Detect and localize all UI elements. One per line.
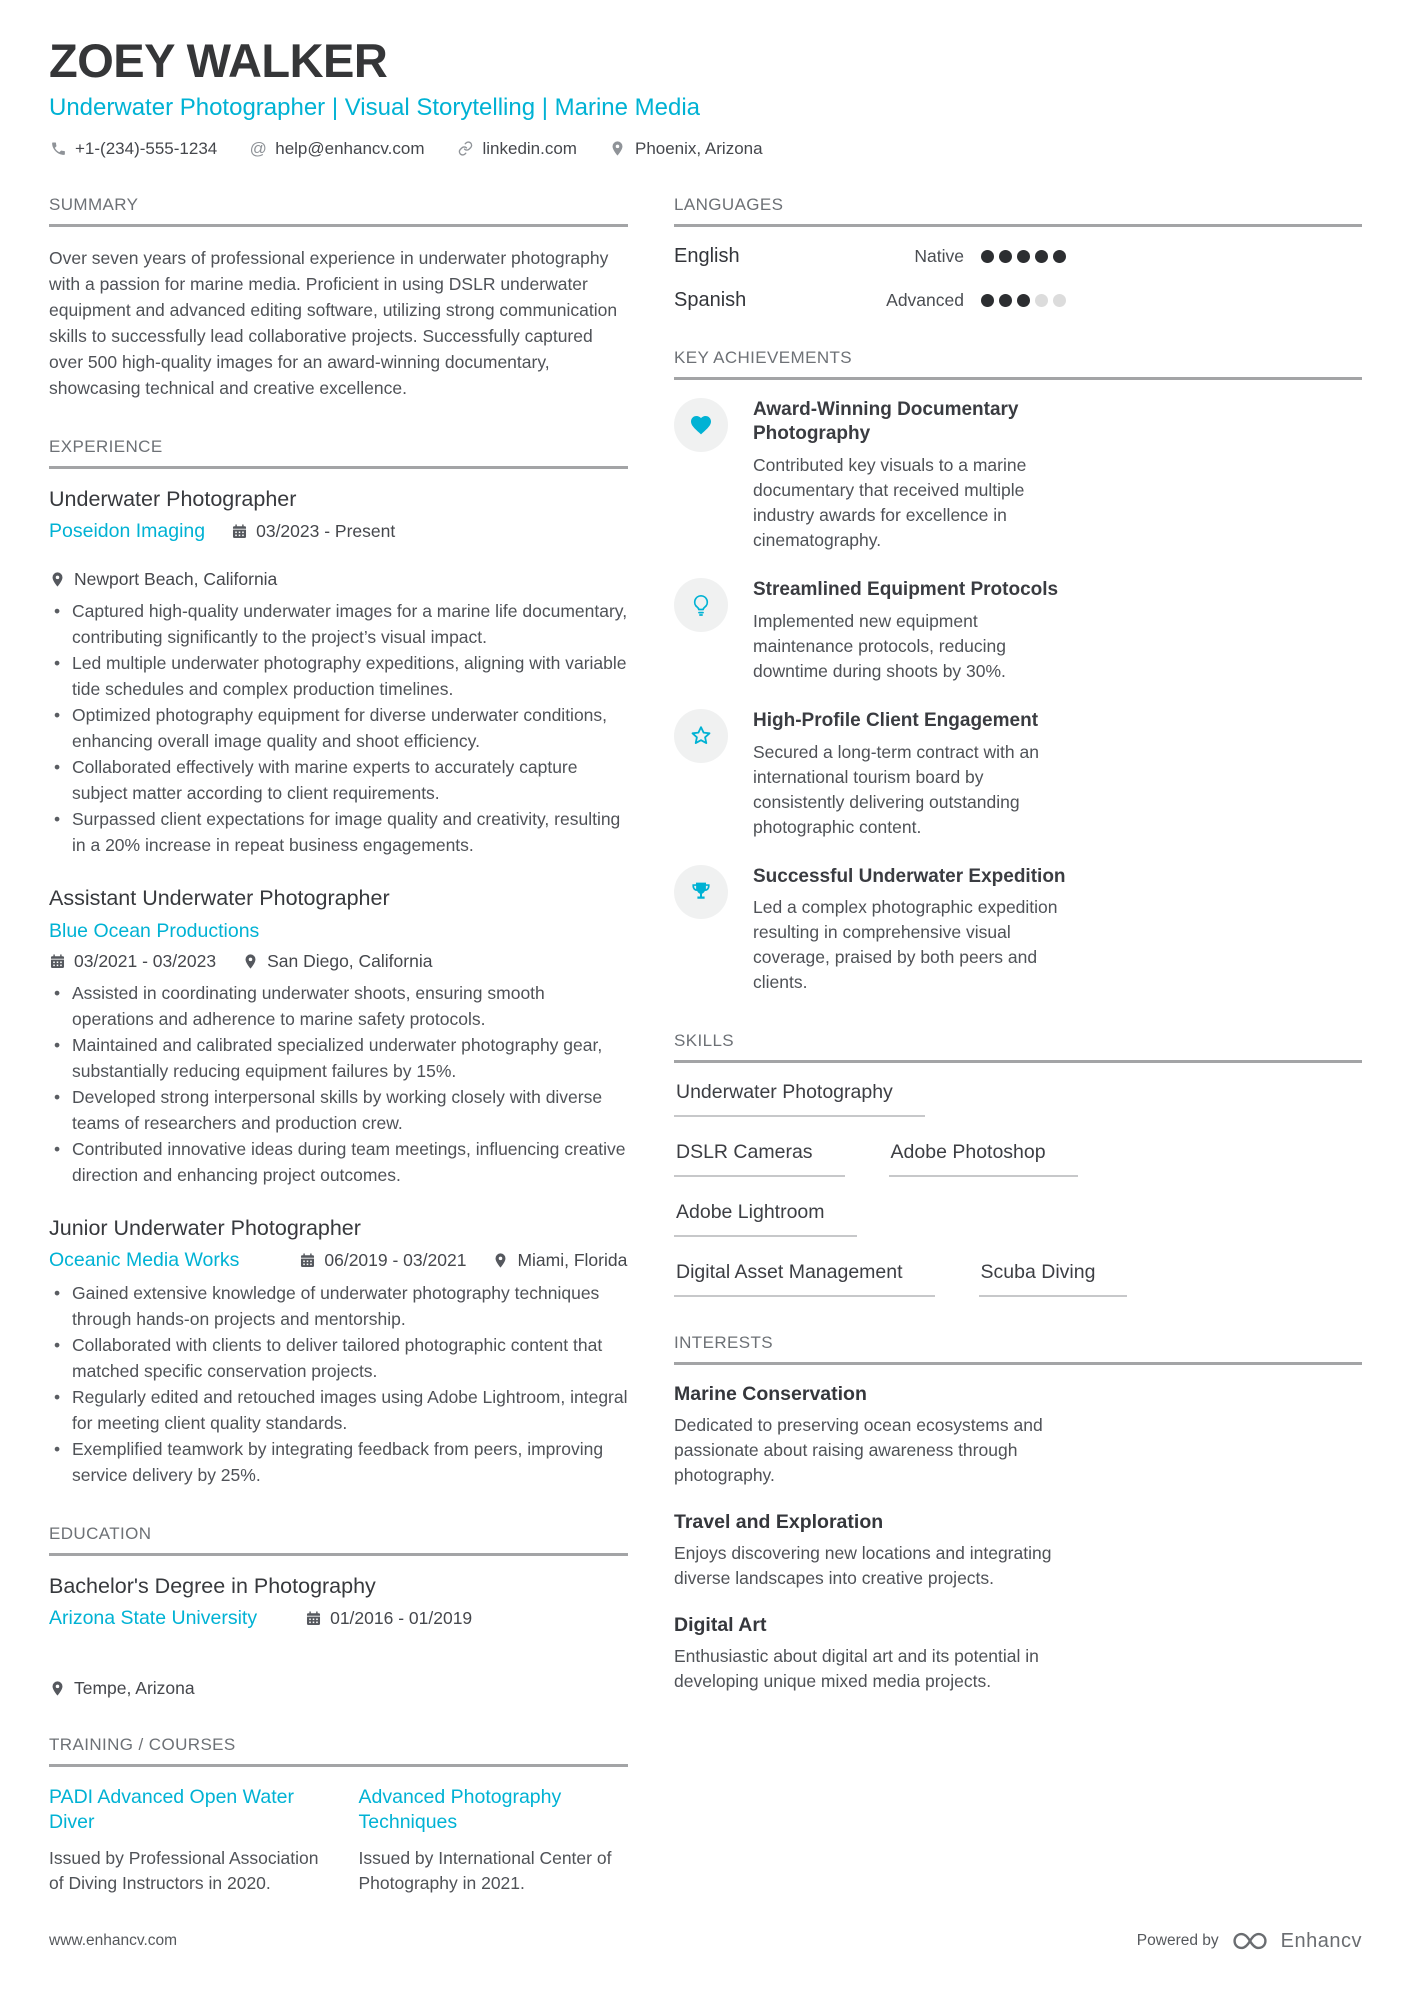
link-icon: [456, 140, 474, 158]
interest-item: [674, 1511, 1074, 1591]
left-column: [49, 195, 628, 1932]
experience-section: [49, 437, 628, 1488]
training-section: [49, 1735, 628, 1896]
bullet-item: • Gained extensive knowledge of underwater photography techniques through hands-on projects and mentorship.: [49, 1280, 628, 1332]
education-section: [49, 1524, 628, 1699]
company-name: Oceanic Media Works: [49, 1248, 240, 1271]
course-entry: [359, 1785, 629, 1896]
bullet-item: • Optimized photography equipment for diverse underwater conditions, enhancing overall image quality and shoot efficiency.: [49, 702, 628, 754]
job-bullets: [49, 980, 628, 1188]
languages-section: [674, 195, 1362, 312]
language-row: [674, 289, 1066, 312]
job-dates: 03/2021 - 03/2023: [49, 951, 216, 972]
school-name: Arizona State University: [49, 1606, 258, 1629]
job-bullets: [49, 1280, 628, 1488]
bullet-item: • Assisted in coordinating underwater shoots, ensuring smooth operations and adherence to marine safety protocols.: [49, 980, 628, 1032]
trophy-icon: [674, 865, 728, 919]
job-title: Underwater Photographer: [49, 486, 297, 511]
language-name: English: [674, 244, 740, 267]
bullet-item: • Collaborated effectively with marine experts to accurately capture subject matter according to client requirements.: [49, 754, 628, 806]
job-location: Newport Beach, California: [49, 569, 277, 590]
degree-title: Bachelor's Degree in Photography: [49, 1573, 376, 1598]
calendar-icon: [49, 953, 66, 970]
at-icon: @: [249, 139, 267, 159]
interest-title: Travel and Exploration: [674, 1511, 884, 1534]
language-dots: [976, 250, 1066, 263]
achievement-title: Streamlined Equipment Protocols: [753, 578, 1059, 600]
site-link[interactable]: www.enhancv.com: [49, 1932, 178, 1949]
phone-icon: [49, 140, 67, 158]
job-title: Junior Underwater Photographer: [49, 1215, 361, 1240]
heart-icon: [674, 398, 728, 452]
skill-tag: DSLR Cameras: [674, 1141, 845, 1177]
language-dots: [976, 294, 1066, 307]
achievement-title: Award-Winning Documentary Photography: [753, 398, 1019, 444]
right-column: [674, 195, 1362, 1932]
summary-text: Over seven years of professional experience in underwater photography with a passion for marine media. Proficient in using DSLR underwater equipment and advanced editing software, utilizing strong communication skills to successfully lead collaborative projects. Successfully captured over 500 high-quality images for an award-winning documentary, showcasing technical and creative excellence.: [49, 247, 618, 398]
achievement-text: Implemented new equipment maintenance protocols, reducing downtime during shoots by 30%.: [753, 610, 1006, 681]
pin-icon: [492, 1252, 509, 1269]
achievements-section: [674, 348, 1362, 996]
powered-by-label: Powered by: [1136, 1932, 1219, 1949]
job-entry: [49, 1216, 628, 1488]
job-entry: [49, 886, 628, 1188]
location-text: Phoenix, Arizona: [634, 138, 763, 158]
achievement-item: [674, 709, 1362, 840]
bullet-item: • Led multiple underwater photography expeditions, aligning with variable tide schedules and complex production timelines.: [49, 650, 628, 702]
training-heading: TRAINING / COURSES: [49, 1735, 628, 1767]
job-location: San Diego, California: [242, 951, 432, 972]
interest-title: Marine Conservation: [674, 1383, 867, 1406]
bullet-item: • Exemplified teamwork by integrating feedback from peers, improving service delivery by 25%.: [49, 1436, 628, 1488]
job-title: Assistant Underwater Photographer: [49, 885, 390, 910]
phone-number: +1-(234)-555-1234: [75, 138, 218, 158]
bullet-item: • Developed strong interpersonal skills by working closely with diverse teams of researchers and production crew.: [49, 1084, 628, 1136]
bullet-item: • Surpassed client expectations for image quality and creativity, resulting in a 20% increase in repeat business engagements.: [49, 806, 628, 858]
location-contact: [609, 139, 763, 159]
language-name: Spanish: [674, 288, 747, 311]
achievement-title: High-Profile Client Engagement: [753, 709, 1039, 731]
course-name: Advanced Photography Techniques: [358, 1785, 562, 1834]
skill-tag: Adobe Lightroom: [674, 1201, 857, 1237]
calendar-icon: [231, 523, 248, 540]
bullet-item: • Maintained and calibrated specialized underwater photography gear, substantially reducing equipment failures by 15%.: [49, 1032, 628, 1084]
pin-icon: [49, 571, 66, 588]
language-row: [674, 245, 1066, 268]
linkedin-contact[interactable]: [456, 139, 577, 159]
skills-heading: SKILLS: [674, 1031, 1362, 1063]
headline: Underwater Photographer | Visual Storytelling | Marine Media: [49, 93, 701, 121]
company-name: Blue Ocean Productions: [49, 919, 260, 942]
achievement-text: Led a complex photographic expedition resulting in comprehensive visual coverage, praised by both peers and clients.: [753, 897, 1058, 993]
course-issuer: Issued by International Center of Photography in 2021.: [358, 1848, 612, 1894]
linkedin-url: linkedin.com: [482, 138, 577, 158]
job-dates: 06/2019 - 03/2021: [299, 1250, 466, 1271]
skill-tag: Digital Asset Management: [674, 1261, 935, 1297]
skill-tag: Adobe Photoshop: [889, 1141, 1078, 1177]
contact-row: [49, 139, 1362, 159]
lightbulb-icon: [674, 578, 728, 632]
pin-icon: [609, 140, 627, 158]
email-address: help@enhancv.com: [275, 138, 425, 158]
achievement-item: [674, 578, 1362, 684]
interest-text: Enjoys discovering new locations and integrating diverse landscapes into creative projects.: [674, 1543, 1052, 1589]
bullet-item: • Regularly edited and retouched images using Adobe Lightroom, integral for meeting client quality standards.: [49, 1384, 628, 1436]
summary-heading: SUMMARY: [49, 195, 628, 227]
education-heading: EDUCATION: [49, 1524, 628, 1556]
achievement-text: Secured a long-term contract with an international tourism board by consistently delivering outstanding photographic content.: [753, 741, 1039, 837]
page-footer: [49, 1929, 1362, 1953]
language-level: Native: [914, 245, 964, 266]
education-location: Tempe, Arizona: [49, 1678, 195, 1699]
course-entry: [49, 1785, 319, 1896]
star-icon: [674, 709, 728, 763]
job-location: Miami, Florida: [492, 1250, 627, 1271]
achievements-heading: KEY ACHIEVEMENTS: [674, 348, 1362, 380]
achievement-item: [674, 398, 1362, 553]
calendar-icon: [305, 1610, 322, 1627]
interests-section: [674, 1333, 1362, 1694]
company-name: Poseidon Imaging: [49, 519, 206, 542]
achievement-item: [674, 865, 1362, 996]
job-bullets: [49, 598, 628, 858]
job-entry: [49, 487, 628, 858]
experience-heading: EXPERIENCE: [49, 437, 628, 469]
resume-header: [49, 36, 1362, 159]
pin-icon: [49, 1680, 66, 1697]
interest-text: Enthusiastic about digital art and its potential in developing unique mixed media projects.: [674, 1646, 1039, 1692]
course-name: PADI Advanced Open Water Diver: [49, 1785, 294, 1834]
job-dates: 03/2023 - Present: [231, 521, 395, 542]
interest-text: Dedicated to preserving ocean ecosystems and passionate about raising awareness through photography.: [674, 1415, 1043, 1486]
education-dates: 01/2016 - 01/2019: [305, 1608, 472, 1629]
interest-title: Digital Art: [674, 1614, 767, 1637]
email-contact[interactable]: [249, 139, 424, 159]
languages-heading: LANGUAGES: [674, 195, 1362, 227]
calendar-icon: [299, 1252, 316, 1269]
interests-heading: INTERESTS: [674, 1333, 1362, 1365]
achievement-text: Contributed key visuals to a marine documentary that received multiple industry awards for excellence in cinematography.: [753, 454, 1027, 550]
interest-item: [674, 1383, 1074, 1488]
interest-item: [674, 1614, 1074, 1694]
skill-tag: Scuba Diving: [979, 1261, 1128, 1297]
bullet-item: • Captured high-quality underwater images for a marine life documentary, contributing significantly to the project’s visual impact.: [49, 598, 628, 650]
brand-name: Enhancv: [1280, 1929, 1362, 1952]
bullet-item: • Collaborated with clients to deliver tailored photographic content that matched specific conservation projects.: [49, 1332, 628, 1384]
enhancv-logo-icon: [1231, 1929, 1269, 1953]
phone-contact[interactable]: [49, 139, 217, 159]
achievement-title: Successful Underwater Expedition: [753, 865, 1066, 887]
skills-section: [674, 1031, 1362, 1297]
course-issuer: Issued by Professional Association of Diving Instructors in 2020.: [49, 1848, 319, 1894]
summary-section: [49, 195, 628, 401]
language-level: Advanced: [886, 289, 964, 310]
person-name: ZOEY WALKER: [49, 34, 388, 87]
pin-icon: [242, 953, 259, 970]
skill-tag: Underwater Photography: [674, 1081, 925, 1117]
bullet-item: • Contributed innovative ideas during team meetings, influencing creative direction and enhancing project outcomes.: [49, 1136, 628, 1188]
